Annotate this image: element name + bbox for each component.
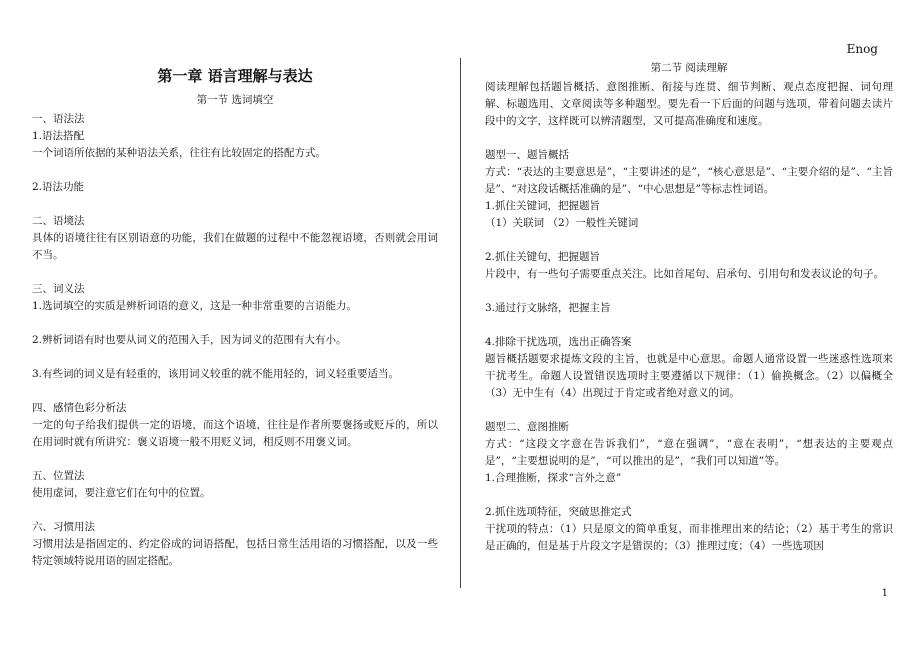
paragraph-gap (485, 402, 893, 419)
text-line: 使用虚词，要注意它们在句中的位置。 (32, 487, 211, 499)
chapter-title: 第一章 语言理解与表达 (157, 67, 313, 85)
text-line: （1）关联词 （2）一般性关键词 (485, 217, 639, 229)
paragraph-gap (32, 196, 438, 213)
page-number: 1 (881, 588, 888, 599)
paragraph-gap (32, 502, 438, 519)
header-author: Enog (846, 42, 878, 56)
text-line: 方式：“表达的主要意思是”，“主要讲述的是”，“核心意思是”、“主要介绍的是”、“主旨是”、“对这段话概括准确的是”、“中心思想是”等标志性词语。 (485, 166, 893, 195)
paragraph-gap (32, 315, 438, 332)
text-line: 五、位置法 (32, 470, 85, 482)
text-line: 2.语法功能 (32, 181, 85, 193)
text-line: 习惯用法是指固定的、约定俗成的词语搭配，包括日常生活用语的习惯搭配，以及一些特定领域特说用语的固定搭配。 (32, 538, 438, 567)
text-line: 一个词语所依据的某种语法关系，往往有比较固定的搭配方式。 (32, 147, 326, 159)
text-line: 1.抓住关键词，把握题旨 (485, 200, 601, 212)
text-line: 1.语法搭配 (32, 130, 85, 142)
paragraph-gap (32, 162, 438, 179)
text-line: 4.排除干扰选项，选出正确答案 (485, 336, 632, 348)
text-line: 一定的句子给我们提供一定的语境，而这个语境，往往是作者所要褒扬或贬斥的，所以在用词时就有所讲究：褒义语境一般不用贬义词，相反则不用褒义词。 (32, 419, 438, 448)
text-line: 阅读理解包括题旨概括、意图推断、衔接与连贯、细节判断、观点态度把握、词句理解、标题选用、文章阅读等多种题型。要先看一下后面的问题与选项，带着问题去读片段中的文字，这样既可以辨清题型，又可提高准确度和速度。 (485, 81, 893, 127)
text-line: 片段中，有一些句子需要重点关注。比如首尾句、启承句、引用句和发表议论的句子。 (485, 268, 884, 280)
paragraph-gap (485, 130, 893, 147)
left-column (32, 66, 438, 570)
right-column (485, 60, 893, 555)
paragraph-gap (485, 283, 893, 300)
paragraph-gap (485, 487, 893, 504)
text-line: 题型二、意图推断 (485, 421, 569, 433)
text-line: 题旨概括题要求提炼文段的主旨，也就是中心意思。命题人通常设置一些迷惑性选项来干扰考生。命题人设置错误选项时主要遵循以下规律：（1）偷换概念。（2）以偏概全（3）无中生有（4）出现过于肯定或者绝对意义的词。 (485, 353, 893, 399)
text-line: 3.有些词的词义是有轻重的，该用词义较重的就不能用轻的，词义轻重要适当。 (32, 368, 400, 380)
paragraph-gap (32, 383, 438, 400)
paragraph-gap (485, 232, 893, 249)
paragraph-gap (32, 349, 438, 366)
paragraph-gap (485, 317, 893, 334)
column-divider (460, 58, 461, 588)
text-line: 1.选词填空的实质是辨析词语的意义，这是一种非常重要的言语能力。 (32, 300, 358, 312)
left-body (32, 111, 438, 570)
section-title-right: 第二节 阅读理解 (650, 62, 728, 74)
text-line: 1.合理推断，探求“言外之意” (485, 472, 622, 484)
text-line: 六、习惯用法 (32, 521, 95, 533)
text-line: 三、词义法 (32, 283, 85, 295)
text-line: 题型一、题旨概括 (485, 149, 569, 161)
text-line: 具体的语境往往有区别语意的功能，我们在做题的过程中不能忽视语境，否则就会用词不当。 (32, 232, 438, 261)
paragraph-gap (32, 264, 438, 281)
text-line: 2.抓住选项特征，突破思推定式 (485, 506, 632, 518)
paragraph-gap (32, 451, 438, 468)
text-line: 一、语法法 (32, 113, 85, 125)
text-line: 四、感情色彩分析法 (32, 402, 127, 414)
section-title-left: 第一节 选词填空 (196, 94, 274, 106)
text-line: 3.通过行文脉络，把握主旨 (485, 302, 611, 314)
text-line: 二、语境法 (32, 215, 85, 227)
text-line: 2.抓住关键句，把握题旨 (485, 251, 601, 263)
text-line: 2.辨析词语有时也要从词义的范围入手，因为词义的范围有大有小。 (32, 334, 347, 346)
right-body (485, 79, 893, 555)
text-line: 干扰项的特点：（1）只是原文的简单重复，而非推理出来的结论；（2）基于考生的常识是正确的，但是基于片段文字是错误的；（3）推理过度；（4）一些选项因 (485, 523, 893, 552)
text-line: 方式：“这段文字意在告诉我们”，“意在强调”，“意在表明”，“想表达的主要观点是”，“主要想说明的是”，“可以推出的是”，“我们可以知道”等。 (485, 438, 893, 467)
